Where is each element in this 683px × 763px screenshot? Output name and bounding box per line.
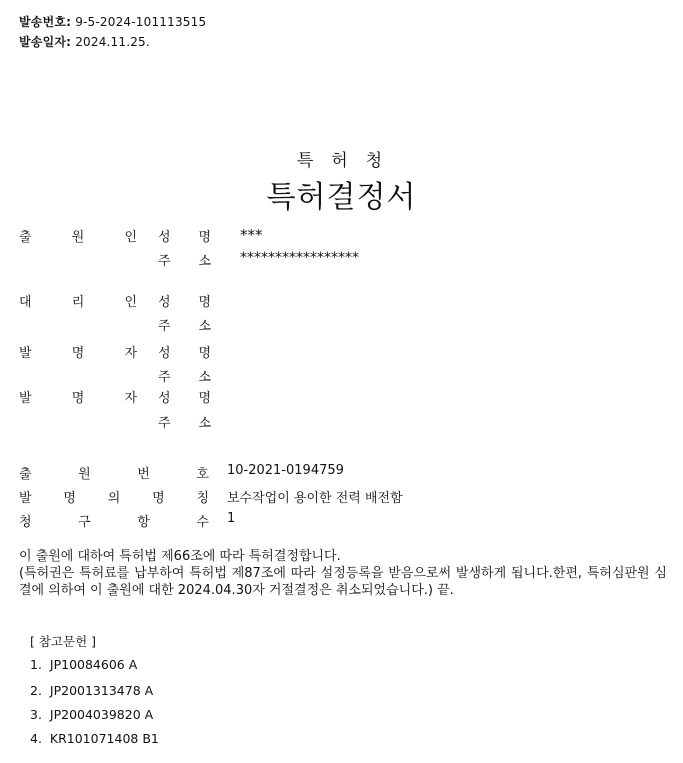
dispatch-date-label: 발송일자: xyxy=(19,35,72,49)
reference-num: 2. xyxy=(30,683,42,698)
reference-item xyxy=(30,707,153,722)
reference-value: JP2001313478 A xyxy=(49,683,154,698)
dispatch-date xyxy=(19,33,150,50)
inventor1-address-label: 주 소 xyxy=(158,370,211,385)
decision-line1: 이 출원에 대하여 특허법 제66조에 따라 특허결정합니다. xyxy=(19,549,341,564)
invention-title-row xyxy=(19,487,659,507)
reference-value: KR101071408 B1 xyxy=(49,731,159,746)
inventor1-address-row xyxy=(19,366,659,386)
inventor2-name-label: 성 명 xyxy=(158,391,211,406)
inventor2-address-row xyxy=(19,412,659,432)
claims-count-row xyxy=(19,511,659,531)
applicant-address-value: ***************** xyxy=(240,250,359,266)
agent-name-label: 성 명 xyxy=(158,295,211,310)
dispatch-number-value: 9-5-2024-101113515 xyxy=(75,15,207,29)
applicant-name-row xyxy=(19,226,659,246)
applicant-name-value: *** xyxy=(240,226,263,244)
claims-count-value: 1 xyxy=(227,511,236,526)
reference-value: JP2004039820 A xyxy=(49,707,154,722)
agency-name: 특허청 xyxy=(296,151,401,171)
applicant-address-row xyxy=(19,250,659,270)
inventor2-role-label: 발 명 자 xyxy=(19,391,137,406)
applicant-name-label: 성 명 xyxy=(158,230,211,245)
dispatch-date-value: 2024.11.25. xyxy=(75,35,150,49)
agent-name-row xyxy=(19,291,659,311)
application-number-value: 10-2021-0194759 xyxy=(227,463,344,478)
references-list xyxy=(30,657,330,757)
inventor1-role-label: 발 명 자 xyxy=(19,346,137,361)
decision-line2: (특허권은 특허료를 납부하여 특허법 제87조에 따라 설정등록을 받음으로써 발생하게 됩니다.한편, 특허심판원 심결에 의하여 이 출원에 대한 2024.04.30자 거절결정은 취소되었습니다.) 끝. xyxy=(19,566,667,598)
applicant-address-label: 주 소 xyxy=(158,254,211,269)
inventor2-address-label: 주 소 xyxy=(158,416,211,431)
document-title: 특허결정서 xyxy=(266,180,417,215)
invention-title-value: 보수작업이 용이한 전력 배전함 xyxy=(227,491,403,506)
dispatch-number-label: 발송번호: xyxy=(19,15,72,29)
decision-text xyxy=(19,548,667,599)
invention-title-label: 발 명 의 명 칭 xyxy=(19,491,209,506)
dispatch-number xyxy=(19,13,206,30)
references-heading: [ 참고문헌 ] xyxy=(30,634,97,649)
reference-num: 3. xyxy=(30,707,42,722)
application-number-row xyxy=(19,463,659,483)
agent-role-label: 대 리 인 xyxy=(19,295,137,310)
inventor1-name-row xyxy=(19,342,659,362)
agent-address-label: 주 소 xyxy=(158,319,211,334)
claims-count-label: 청 구 항 수 xyxy=(19,515,209,530)
reference-item xyxy=(30,657,137,672)
reference-num: 4. xyxy=(30,731,42,746)
applicant-role-label: 출 원 인 xyxy=(19,230,137,245)
application-number-label: 출 원 번 호 xyxy=(19,467,209,482)
reference-num: 1. xyxy=(30,657,42,672)
inventor1-name-label: 성 명 xyxy=(158,346,211,361)
reference-item xyxy=(30,731,159,746)
reference-value: JP10084606 A xyxy=(49,657,138,672)
reference-item xyxy=(30,683,153,698)
agent-address-row xyxy=(19,315,659,335)
inventor2-name-row xyxy=(19,387,659,407)
